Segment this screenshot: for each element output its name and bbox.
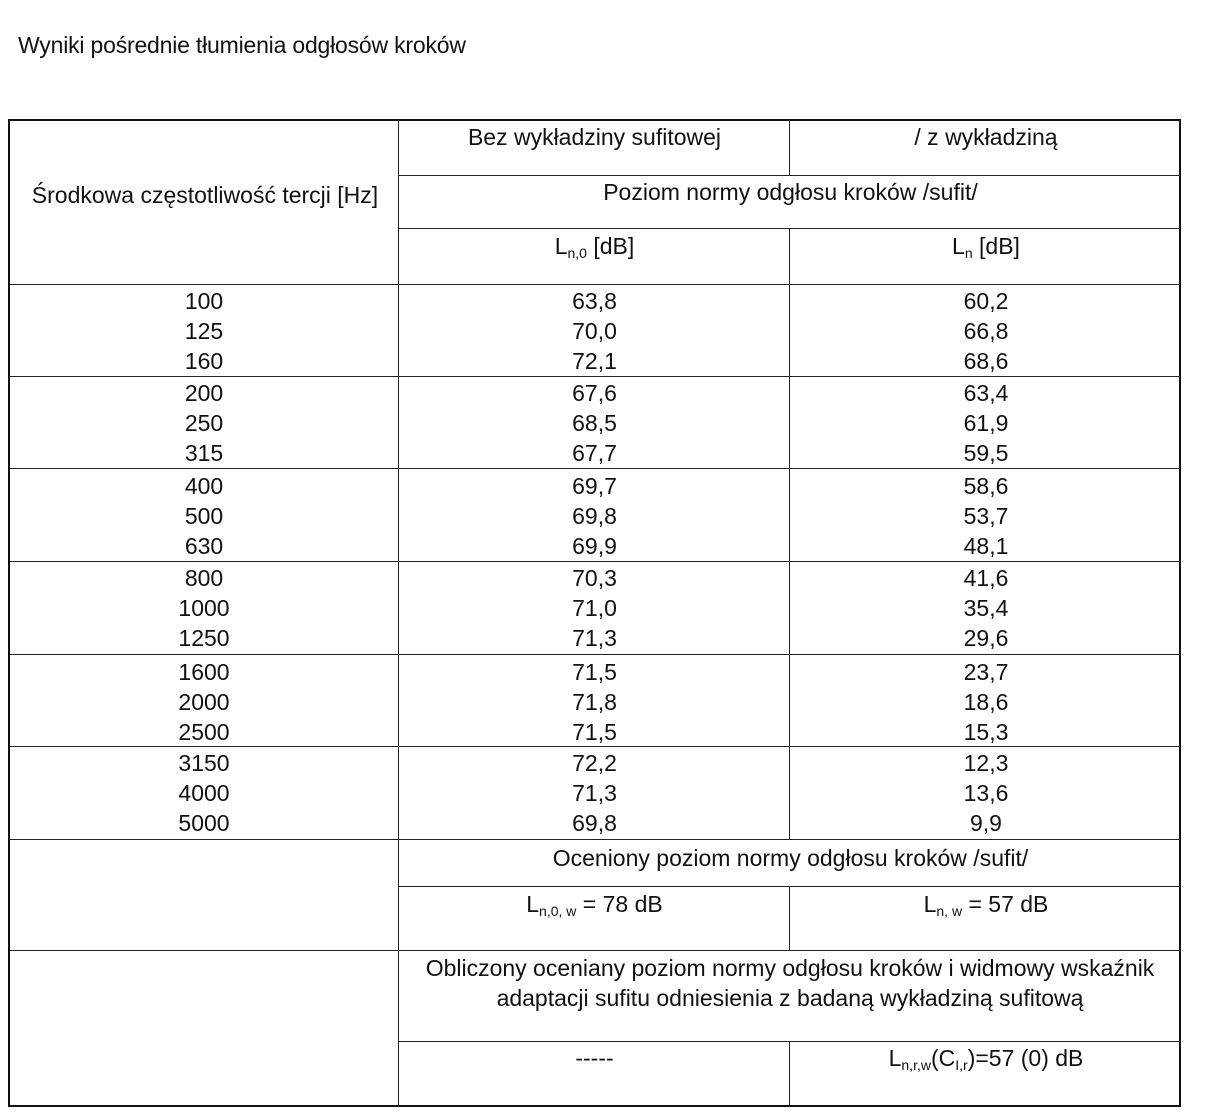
calc-with-sub1: n,r,w xyxy=(901,1057,931,1073)
table-cell: 1600 xyxy=(178,659,230,685)
rule-col-values-calc xyxy=(789,1041,790,1107)
symbol-ln0-main: L xyxy=(554,233,568,259)
without-covering-header: Bez wykładziny sufitowej xyxy=(467,124,722,150)
rule-data-end xyxy=(10,839,1181,840)
freq-values xyxy=(10,657,398,747)
table-cell: 72,1 xyxy=(572,348,617,374)
symbol-ln-main: L xyxy=(952,233,965,259)
freq-column-header: Środkowa częstotliwość tercji [Hz] xyxy=(31,182,379,208)
table-cell: 12,3 xyxy=(963,750,1009,776)
rated-level-header: Oceniony poziom normy odgłosu kroków /sufit/ xyxy=(552,845,1029,871)
without-values xyxy=(400,657,789,747)
table-cell: 15,3 xyxy=(963,719,1009,745)
rule-header-2 xyxy=(399,228,1181,229)
with-covering-header: / z wykładziną xyxy=(914,124,1058,150)
table-cell: 53,7 xyxy=(963,503,1009,529)
rated-with-sub: n, w xyxy=(936,903,963,919)
table-cell: 2500 xyxy=(178,719,230,745)
table-cell: 72,2 xyxy=(572,750,617,776)
table-cell: 125 xyxy=(184,318,224,344)
table-cell: 5000 xyxy=(178,810,230,836)
page-title: Wyniki pośrednie tłumienia odgłosów kroków xyxy=(18,32,466,58)
table-cell: 400 xyxy=(184,473,224,499)
table-cell: 69,8 xyxy=(572,810,617,836)
table-cell: 59,5 xyxy=(963,440,1009,466)
calc-with-main: L xyxy=(888,1045,902,1071)
symbol-ln-sub: n xyxy=(964,245,973,261)
symbol-ln0 xyxy=(400,231,789,261)
rule-header-end xyxy=(10,284,1181,285)
table-cell: 800 xyxy=(184,565,224,591)
table-cell: 68,5 xyxy=(572,410,617,436)
table-cell: 71,5 xyxy=(572,659,617,685)
table-cell: 4000 xyxy=(178,780,230,806)
table-cell: 315 xyxy=(184,440,224,466)
with-values xyxy=(791,378,1181,468)
rated-without-tail: = 78 dB xyxy=(576,891,663,917)
without-values xyxy=(400,748,789,838)
table-cell: 500 xyxy=(184,503,224,529)
table-cell: 630 xyxy=(184,533,224,559)
table-cell: 63,8 xyxy=(572,288,617,314)
with-values xyxy=(791,471,1181,561)
table-cell: 18,6 xyxy=(963,689,1009,715)
table-cell: 9,9 xyxy=(970,810,1002,836)
table-cell: 200 xyxy=(184,380,224,406)
symbol-ln-unit: [dB] xyxy=(972,233,1020,259)
table-cell: 58,6 xyxy=(963,473,1009,499)
rule-group-1 xyxy=(10,376,1181,377)
table-cell: 63,4 xyxy=(963,380,1009,406)
table-cell: 48,1 xyxy=(963,533,1009,559)
table-cell: 23,7 xyxy=(963,659,1009,685)
with-values xyxy=(791,286,1181,376)
table-cell: 160 xyxy=(184,348,224,374)
table-cell: 29,6 xyxy=(963,625,1009,651)
without-values xyxy=(400,563,789,653)
calculated-without-value: ----- xyxy=(575,1045,614,1071)
rated-without-sub: n,0, w xyxy=(539,903,577,919)
freq-values xyxy=(10,471,398,561)
rule-col-values-top xyxy=(789,121,790,176)
calc-with-mid: (C xyxy=(930,1045,956,1071)
symbol-ln0-sub: n,0 xyxy=(567,245,587,261)
rule-calc-mid xyxy=(399,1041,1181,1042)
rated-without-main: L xyxy=(526,891,540,917)
rule-rated-end xyxy=(10,950,1181,951)
impact-level-header: Poziom normy odgłosu kroków /sufit/ xyxy=(603,179,978,205)
table-cell: 71,0 xyxy=(572,595,617,621)
table-cell: 1250 xyxy=(178,625,230,651)
rule-group-2 xyxy=(10,468,1181,469)
rule-col-freq xyxy=(398,121,399,1107)
calculated-level-header: Obliczony oceniany poziom normy odgłosu kroków i widmowy wskaźnik adaptacji sufitu odniesienia z badaną wykładziną sufitową xyxy=(425,955,1155,1011)
table-cell: 35,4 xyxy=(963,595,1009,621)
table-cell: 2000 xyxy=(178,689,230,715)
rule-col-values-data xyxy=(789,228,790,840)
freq-values xyxy=(10,563,398,653)
calc-with-tail: )=57 (0) dB xyxy=(967,1045,1084,1071)
without-values xyxy=(400,378,789,468)
table-cell: 61,9 xyxy=(963,410,1009,436)
calculated-with-value xyxy=(791,1043,1181,1073)
table-cell: 69,9 xyxy=(572,533,617,559)
freq-values xyxy=(10,286,398,376)
symbol-ln0-unit: [dB] xyxy=(586,233,635,259)
without-values xyxy=(400,286,789,376)
rule-group-3 xyxy=(10,561,1181,562)
table-cell: 67,7 xyxy=(572,440,617,466)
table-cell: 60,2 xyxy=(963,288,1009,314)
table-cell: 71,5 xyxy=(572,719,617,745)
table-cell: 69,8 xyxy=(572,503,617,529)
results-table xyxy=(8,119,1181,1107)
rated-with-tail: = 57 dB xyxy=(962,891,1049,917)
with-values xyxy=(791,748,1181,838)
table-cell: 71,8 xyxy=(572,689,617,715)
table-cell: 250 xyxy=(184,410,224,436)
rule-header-1 xyxy=(399,175,1181,176)
table-cell: 67,6 xyxy=(572,380,617,406)
freq-values xyxy=(10,378,398,468)
table-cell: 66,8 xyxy=(963,318,1009,344)
rule-col-values-rated xyxy=(789,886,790,951)
table-cell: 3150 xyxy=(178,750,230,776)
table-cell: 69,7 xyxy=(572,473,617,499)
table-cell: 68,6 xyxy=(963,348,1009,374)
with-values xyxy=(791,563,1181,653)
rated-without-value xyxy=(400,889,789,919)
table-cell: 70,0 xyxy=(572,318,617,344)
table-cell: 1000 xyxy=(178,595,230,621)
table-cell: 13,6 xyxy=(963,780,1009,806)
table-cell: 100 xyxy=(184,288,224,314)
calc-with-sub2: I,r xyxy=(955,1057,968,1073)
rated-with-value xyxy=(791,889,1181,919)
table-cell: 71,3 xyxy=(572,625,617,651)
without-values xyxy=(400,471,789,561)
rule-rated-mid xyxy=(399,886,1181,887)
table-cell: 70,3 xyxy=(572,565,617,591)
with-values xyxy=(791,657,1181,747)
rule-group-4 xyxy=(10,654,1181,655)
rated-with-main: L xyxy=(923,891,937,917)
table-cell: 41,6 xyxy=(963,565,1009,591)
freq-values xyxy=(10,748,398,838)
symbol-ln xyxy=(791,231,1181,261)
table-cell: 71,3 xyxy=(572,780,617,806)
